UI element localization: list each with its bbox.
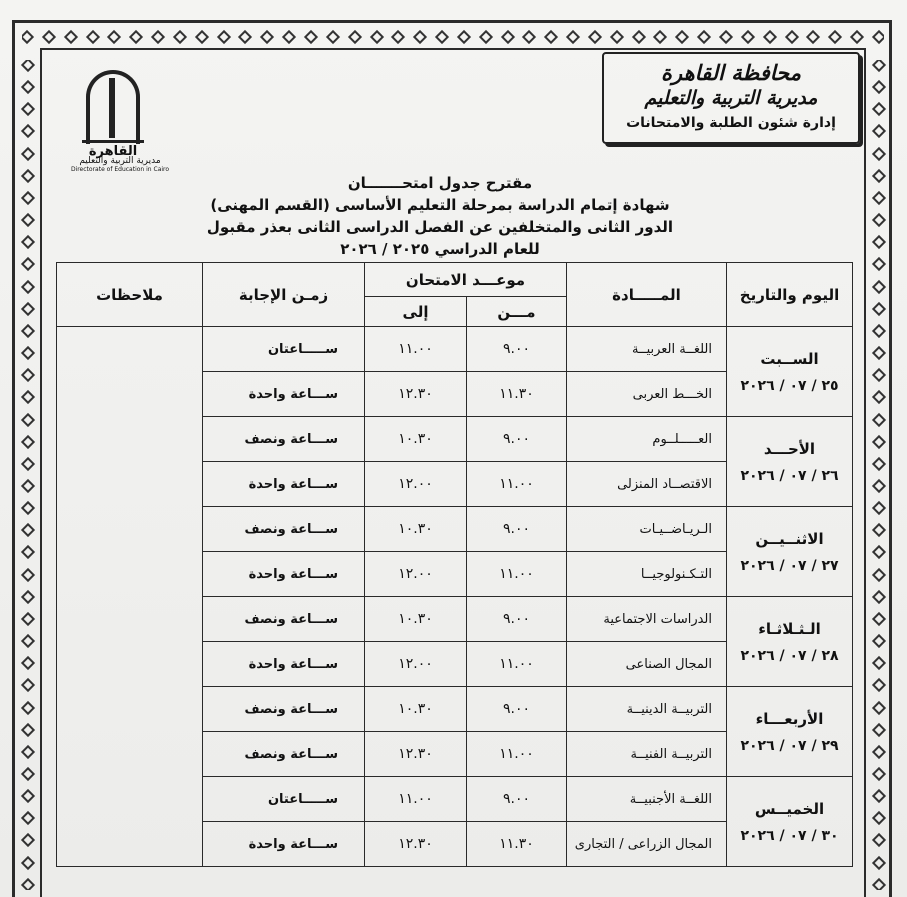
- ornament-diamond: [479, 30, 493, 44]
- ornament-diamond: [872, 501, 886, 515]
- ornament-diamond: [107, 30, 121, 44]
- duration-cell: ســـاعة واحدة: [203, 552, 365, 597]
- title-line-1: مقترح جدول امتحـــــــان: [347, 174, 533, 192]
- ornament-diamond: [22, 30, 34, 44]
- ornament-diamond: [632, 30, 646, 44]
- day-cell: [727, 687, 853, 777]
- from-time-cell: ٩.٠٠: [467, 687, 567, 732]
- ornament-diamond: [566, 30, 580, 44]
- header-notes: ملاحظات: [57, 263, 203, 327]
- duration-cell: ســـاعة ونصف: [203, 687, 365, 732]
- header-duration: زمـن الإجابة: [203, 263, 365, 327]
- ornament-diamond: [21, 457, 35, 471]
- ornament-diamond: [872, 634, 886, 648]
- ornament-diamond: [872, 302, 886, 316]
- duration-cell: ســـاعة ونصف: [203, 507, 365, 552]
- ornament-diamond: [872, 656, 886, 670]
- ornament-diamond: [85, 30, 99, 44]
- ornament-diamond: [544, 30, 558, 44]
- ornament-diamond: [872, 368, 886, 382]
- ornament-diamond: [21, 60, 35, 72]
- ornament-diamond: [872, 479, 886, 493]
- directorate-name: مديرية التربية والتعليم: [644, 87, 818, 109]
- ornament-diamond: [21, 169, 35, 183]
- header-to: إلى: [365, 297, 467, 327]
- ornament-diamond: [719, 30, 733, 44]
- header-exam-time: موعـــد الامتحان: [365, 263, 567, 297]
- ornament-diamond: [872, 213, 886, 227]
- exam-schedule-table: [56, 262, 853, 867]
- ornament-diamond: [413, 30, 427, 44]
- to-time-cell: ١١.٠٠: [365, 327, 467, 372]
- ornament-diamond: [21, 856, 35, 870]
- ornament-diamond: [872, 457, 886, 471]
- day-name: الاثنــيــن: [755, 529, 824, 548]
- ornament-diamond: [872, 723, 886, 737]
- ornament-diamond: [872, 412, 886, 426]
- duration-cell: ســـــاعتان: [203, 327, 365, 372]
- day-name: الـثـلاثـاء: [758, 619, 821, 638]
- ornament-diamond: [522, 30, 536, 44]
- ornament-diamond: [21, 745, 35, 759]
- ornament-diamond: [304, 30, 318, 44]
- header-day-date: اليوم والتاريخ: [727, 263, 853, 327]
- day-cell: [727, 327, 853, 417]
- ornament-diamond: [872, 30, 884, 44]
- ornament-diamond: [21, 612, 35, 626]
- ornament-diamond: [21, 390, 35, 404]
- ornament-diamond: [21, 279, 35, 293]
- duration-cell: ســـاعة ونصف: [203, 417, 365, 462]
- subject-cell: المجال الزراعى / التجارى: [567, 822, 727, 867]
- ornament-diamond: [872, 568, 886, 582]
- ornament-diamond: [653, 30, 667, 44]
- ornament-diamond: [872, 60, 886, 72]
- subject-cell: التـكـنولوجيــا: [567, 552, 727, 597]
- issuer-header-box: [602, 52, 860, 144]
- day-name: الســبت: [760, 349, 819, 368]
- right-ornament-border: [869, 60, 889, 890]
- duration-cell: ســـاعة ونصف: [203, 732, 365, 777]
- title-line-4: للعام الدراسي ٢٠٢٥ / ٢٠٢٦: [340, 240, 540, 258]
- ornament-diamond: [872, 856, 886, 870]
- department-name: إدارة شئون الطلبة والامتحانات: [626, 115, 836, 131]
- subject-cell: التربيــة الدينيــة: [567, 687, 727, 732]
- ornament-diamond: [610, 30, 624, 44]
- subject-cell: اللغــة العربيــة: [567, 327, 727, 372]
- table-row: [57, 327, 853, 372]
- to-time-cell: ١٠.٣٠: [365, 417, 467, 462]
- logo-base-line: [82, 140, 144, 143]
- ornament-diamond: [741, 30, 755, 44]
- subject-cell: الاقتصــاد المنزلى: [567, 462, 727, 507]
- to-time-cell: ١٢.٣٠: [365, 372, 467, 417]
- ornament-diamond: [21, 435, 35, 449]
- ornament-diamond: [260, 30, 274, 44]
- notes-cell: [57, 327, 203, 867]
- ornament-diamond: [872, 878, 886, 890]
- left-ornament-border: [18, 60, 38, 890]
- ornament-diamond: [21, 501, 35, 515]
- logo-subtitle-en: Directorate of Education in Cairo: [70, 166, 170, 173]
- ornament-diamond: [806, 30, 820, 44]
- ornament-diamond: [391, 30, 405, 44]
- subject-cell: المجال الصناعى: [567, 642, 727, 687]
- subject-cell: العـــــلــوم: [567, 417, 727, 462]
- ornament-diamond: [872, 191, 886, 205]
- ornament-diamond: [21, 479, 35, 493]
- day-date: ٢٨ / ٠٧ / ٢٠٢٦: [740, 647, 839, 664]
- subject-cell: اللغــة الأجنبيــة: [567, 777, 727, 822]
- ornament-diamond: [872, 124, 886, 138]
- header-from: مـــن: [467, 297, 567, 327]
- ornament-diamond: [21, 568, 35, 582]
- title-line-2: شهادة إتمام الدراسة بمرحلة التعليم الأساسى (القسم المهنى): [210, 196, 670, 214]
- ornament-diamond: [21, 368, 35, 382]
- ornament-diamond: [21, 412, 35, 426]
- ornament-diamond: [784, 30, 798, 44]
- ornament-diamond: [435, 30, 449, 44]
- from-time-cell: ١١.٣٠: [467, 822, 567, 867]
- header-subject: المـــــادة: [567, 263, 727, 327]
- logo-title: القاهرة: [88, 144, 138, 159]
- ornament-diamond: [195, 30, 209, 44]
- from-time-cell: ٩.٠٠: [467, 777, 567, 822]
- ornament-diamond: [872, 612, 886, 626]
- day-cell: [727, 777, 853, 867]
- from-time-cell: ١١.٣٠: [467, 372, 567, 417]
- day-cell: [727, 417, 853, 507]
- ornament-diamond: [872, 811, 886, 825]
- ornament-diamond: [872, 147, 886, 161]
- ornament-diamond: [872, 833, 886, 847]
- ornament-diamond: [872, 324, 886, 338]
- ornament-diamond: [21, 678, 35, 692]
- ornament-diamond: [21, 767, 35, 781]
- day-date: ٣٠ / ٠٧ / ٢٠٢٦: [740, 827, 839, 844]
- ornament-diamond: [21, 102, 35, 116]
- ornament-diamond: [21, 213, 35, 227]
- duration-cell: ســـاعة واحدة: [203, 822, 365, 867]
- day-cell: [727, 507, 853, 597]
- to-time-cell: ١٢.٠٠: [365, 552, 467, 597]
- to-time-cell: ١٢.٠٠: [365, 642, 467, 687]
- ornament-diamond: [42, 30, 56, 44]
- from-time-cell: ٩.٠٠: [467, 417, 567, 462]
- ornament-diamond: [21, 700, 35, 714]
- ornament-diamond: [872, 435, 886, 449]
- ornament-diamond: [21, 656, 35, 670]
- from-time-cell: ٩.٠٠: [467, 327, 567, 372]
- ornament-diamond: [64, 30, 78, 44]
- duration-cell: ســـاعة واحدة: [203, 372, 365, 417]
- ornament-diamond: [697, 30, 711, 44]
- from-time-cell: ١١.٠٠: [467, 462, 567, 507]
- ornament-diamond: [21, 124, 35, 138]
- from-time-cell: ١١.٠٠: [467, 642, 567, 687]
- to-time-cell: ١٠.٣٠: [365, 507, 467, 552]
- day-cell: [727, 597, 853, 687]
- ornament-diamond: [872, 789, 886, 803]
- from-time-cell: ١١.٠٠: [467, 732, 567, 777]
- day-name: الخميــس: [754, 799, 825, 818]
- from-time-cell: ٩.٠٠: [467, 507, 567, 552]
- to-time-cell: ١٠.٣٠: [365, 597, 467, 642]
- tower-icon: [109, 78, 115, 138]
- duration-cell: ســـاعة ونصف: [203, 597, 365, 642]
- day-name: الأحـــد: [763, 439, 816, 458]
- top-ornament-border: [22, 28, 884, 46]
- ornament-diamond: [21, 302, 35, 316]
- ornament-diamond: [151, 30, 165, 44]
- ornament-diamond: [872, 102, 886, 116]
- ornament-diamond: [21, 80, 35, 94]
- subject-cell: الـريـاضــيـات: [567, 507, 727, 552]
- subject-cell: الدراسات الاجتماعية: [567, 597, 727, 642]
- day-date: ٢٩ / ٠٧ / ٢٠٢٦: [740, 737, 839, 754]
- ornament-diamond: [21, 324, 35, 338]
- day-date: ٢٦ / ٠٧ / ٢٠٢٦: [740, 467, 839, 484]
- ornament-diamond: [21, 590, 35, 604]
- ornament-diamond: [217, 30, 231, 44]
- ornament-diamond: [872, 279, 886, 293]
- day-date: ٢٧ / ٠٧ / ٢٠٢٦: [740, 557, 839, 574]
- ornament-diamond: [872, 257, 886, 271]
- ornament-diamond: [21, 833, 35, 847]
- ornament-diamond: [850, 30, 864, 44]
- governorate-name: محافظة القاهرة: [661, 60, 801, 85]
- from-time-cell: ١١.٠٠: [467, 552, 567, 597]
- ornament-diamond: [457, 30, 471, 44]
- ornament-diamond: [872, 745, 886, 759]
- to-time-cell: ١٢.٣٠: [365, 732, 467, 777]
- ornament-diamond: [763, 30, 777, 44]
- ornament-diamond: [872, 767, 886, 781]
- ornament-diamond: [872, 545, 886, 559]
- duration-cell: ســـاعة واحدة: [203, 462, 365, 507]
- from-time-cell: ٩.٠٠: [467, 597, 567, 642]
- to-time-cell: ١١.٠٠: [365, 777, 467, 822]
- ornament-diamond: [21, 191, 35, 205]
- subject-cell: الخـــط العربى: [567, 372, 727, 417]
- ornament-diamond: [21, 811, 35, 825]
- ornament-diamond: [21, 789, 35, 803]
- ornament-diamond: [872, 80, 886, 94]
- ornament-diamond: [21, 523, 35, 537]
- to-time-cell: ١٢.٣٠: [365, 822, 467, 867]
- ornament-diamond: [21, 147, 35, 161]
- day-date: ٢٥ / ٠٧ / ٢٠٢٦: [740, 377, 839, 394]
- ornament-diamond: [21, 257, 35, 271]
- ornament-diamond: [238, 30, 252, 44]
- ornament-diamond: [872, 678, 886, 692]
- ornament-diamond: [872, 169, 886, 183]
- ornament-diamond: [675, 30, 689, 44]
- ornament-diamond: [282, 30, 296, 44]
- ornament-diamond: [369, 30, 383, 44]
- ornament-diamond: [872, 590, 886, 604]
- ornament-diamond: [588, 30, 602, 44]
- ornament-diamond: [500, 30, 514, 44]
- ornament-diamond: [872, 390, 886, 404]
- ornament-diamond: [21, 723, 35, 737]
- ornament-diamond: [326, 30, 340, 44]
- ornament-diamond: [21, 634, 35, 648]
- ornament-diamond: [872, 235, 886, 249]
- day-name: الأربعـــاء: [755, 709, 824, 728]
- ornament-diamond: [872, 523, 886, 537]
- ornament-diamond: [21, 346, 35, 360]
- ornament-diamond: [872, 346, 886, 360]
- duration-cell: ســـــاعتان: [203, 777, 365, 822]
- ornament-diamond: [21, 235, 35, 249]
- ornament-diamond: [828, 30, 842, 44]
- duration-cell: ســـاعة واحدة: [203, 642, 365, 687]
- subject-cell: التربيــة الفنيــة: [567, 732, 727, 777]
- ornament-diamond: [129, 30, 143, 44]
- ornament-diamond: [872, 700, 886, 714]
- to-time-cell: ١٢.٠٠: [365, 462, 467, 507]
- ornament-diamond: [21, 545, 35, 559]
- to-time-cell: ١٠.٣٠: [365, 687, 467, 732]
- ornament-diamond: [173, 30, 187, 44]
- ornament-diamond: [348, 30, 362, 44]
- document-title-block: [150, 172, 730, 260]
- logo-subtitle-ar: مديرية التربية والتعليم: [79, 156, 161, 166]
- title-line-3: الدور الثانى والمتخلفين عن الفصل الدراسى الثانى بعذر مقبول: [206, 218, 674, 236]
- ornament-diamond: [21, 878, 35, 890]
